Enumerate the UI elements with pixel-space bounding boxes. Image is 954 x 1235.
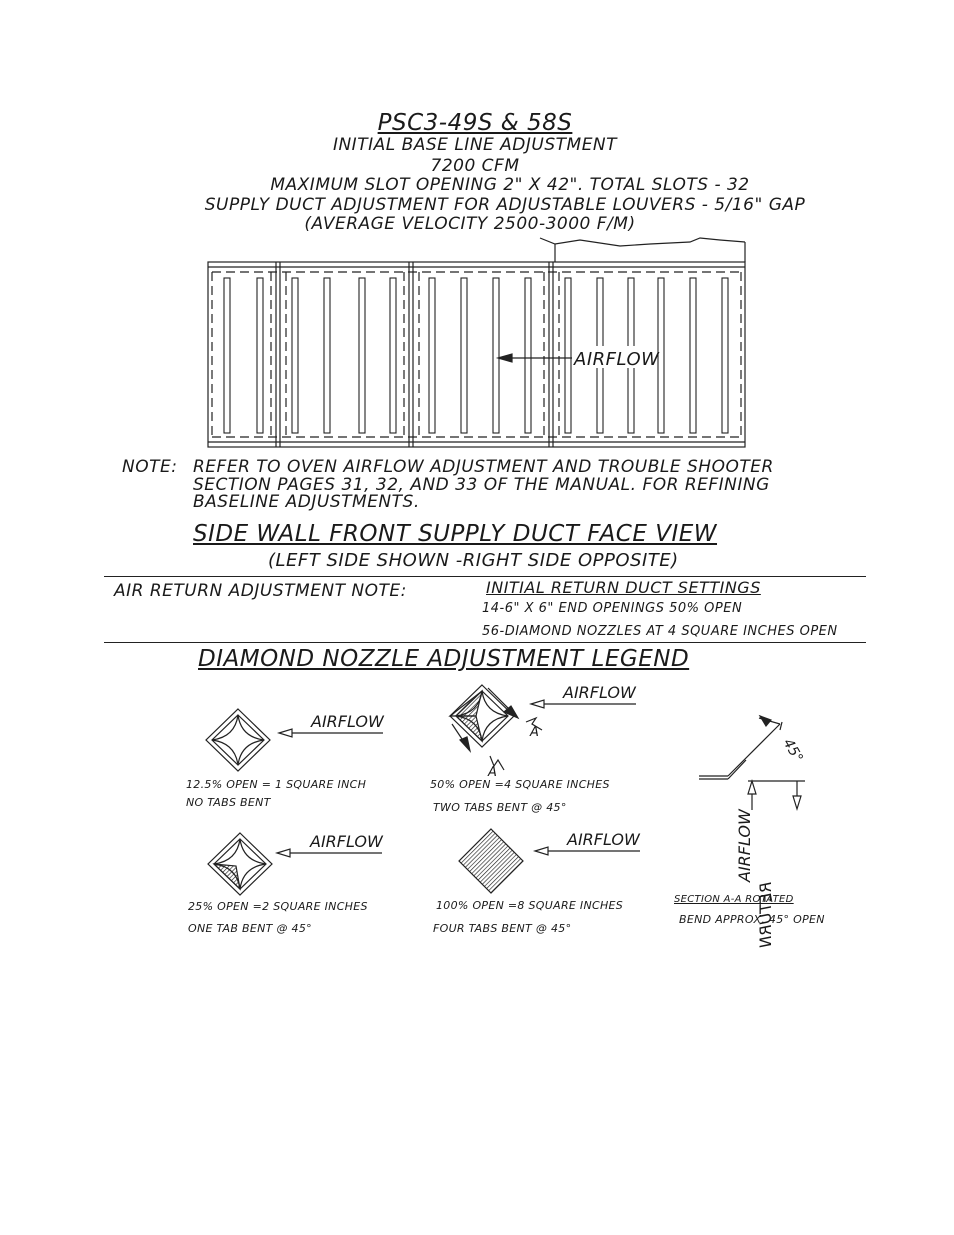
duct-slot [324,278,330,433]
duct-airflow-label: AIRFLOW [574,349,660,370]
note-line-3: BASELINE ADJUSTMENTS. [193,492,420,512]
duct-slot [390,278,396,433]
section-return-label: RETURN [756,882,775,948]
diamond-nozzles-line: 56-DIAMOND NOZZLES AT 4 SQUARE INCHES OPEN [482,624,838,639]
note-line-2: SECTION PAGES 31, 32, AND 33 OF THE MANUAL. FOR REFINING [193,475,770,495]
legend-50-line-2: TWO TABS BENT @ 45° [433,801,567,814]
face-view-subtitle: (LEFT SIDE SHOWN -RIGHT SIDE OPPOSITE) [268,550,679,571]
duct-slot [359,278,365,433]
model-title: PSC3-49S & 58S [377,110,573,136]
nozzle-12-5-percent [206,709,270,771]
airflow-label-3: AIRFLOW [310,832,383,851]
break-line [540,238,745,246]
end-openings-line: 14-6" X 6" END OPENINGS 50% OPEN [482,601,743,616]
legend-50-line-1: 50% OPEN =4 SQUARE INCHES [430,778,610,791]
air-return-label: AIR RETURN ADJUSTMENT NOTE: [114,581,407,601]
duct-slot [722,278,728,433]
nozzle-50-percent [450,685,542,770]
legend-12-5-line-2: NO TABS BENT [186,796,271,809]
legend-title: DIAMOND NOZZLE ADJUSTMENT LEGEND [198,646,690,672]
return-settings-title: INITIAL RETURN DUCT SETTINGS [486,578,761,597]
section-angle: 45° [779,736,806,766]
duct-slot [461,278,467,433]
duct-slot [525,278,531,433]
louver-adjustment-line: SUPPLY DUCT ADJUSTMENT FOR ADJUSTABLE LOUVERS - 5/16" GAP [204,195,806,215]
supply-duct-face-drawing [200,232,760,454]
duct-slot [690,278,696,433]
legend-100-line-1: 100% OPEN =8 SQUARE INCHES [436,899,624,912]
note-line-1: REFER TO OVEN AIRFLOW ADJUSTMENT AND TROUBLE SHOOTER [193,457,774,477]
note-label: NOTE: [122,457,178,477]
nozzle-25-percent [208,833,272,895]
section-a-a-drawing [699,716,805,810]
airflow-label-1: AIRFLOW [311,712,384,731]
adjustment-subtitle: INITIAL BASE LINE ADJUSTMENT [332,135,618,155]
duct-slot [224,278,230,433]
section-marker-a-2: A [488,765,497,780]
airflow-arrow [498,354,572,362]
airflow-label-4: AIRFLOW [567,830,640,849]
cfm-value: 7200 CFM [430,156,520,176]
legend-100-line-2: FOUR TABS BENT @ 45° [433,922,572,935]
face-view-title: SIDE WALL FRONT SUPPLY DUCT FACE VIEW [193,521,718,547]
legend-25-line-2: ONE TAB BENT @ 45° [188,922,312,935]
duct-slot [493,278,499,433]
section-title: SECTION A-A ROTATED [674,894,794,905]
section-caption: BEND APPROX. 45° OPEN [679,913,825,926]
average-velocity-line: (AVERAGE VELOCITY 2500-3000 F/M) [304,214,636,234]
legend-12-5-line-1: 12.5% OPEN = 1 SQUARE INCH [186,778,367,791]
divider-bottom [104,642,866,643]
nozzle-100-percent [459,829,523,893]
slot-opening-line: MAXIMUM SLOT OPENING 2" X 42". TOTAL SLOTS - 32 [270,175,750,195]
section-airflow-label: AIRFLOW [735,809,754,882]
divider-top [104,576,866,577]
duct-slot [565,278,571,433]
duct-slot [429,278,435,433]
duct-slot [292,278,298,433]
duct-slot [257,278,263,433]
legend-25-line-1: 25% OPEN =2 SQUARE INCHES [188,900,368,913]
section-marker-a-1: A [530,725,539,740]
airflow-label-2: AIRFLOW [563,683,636,702]
